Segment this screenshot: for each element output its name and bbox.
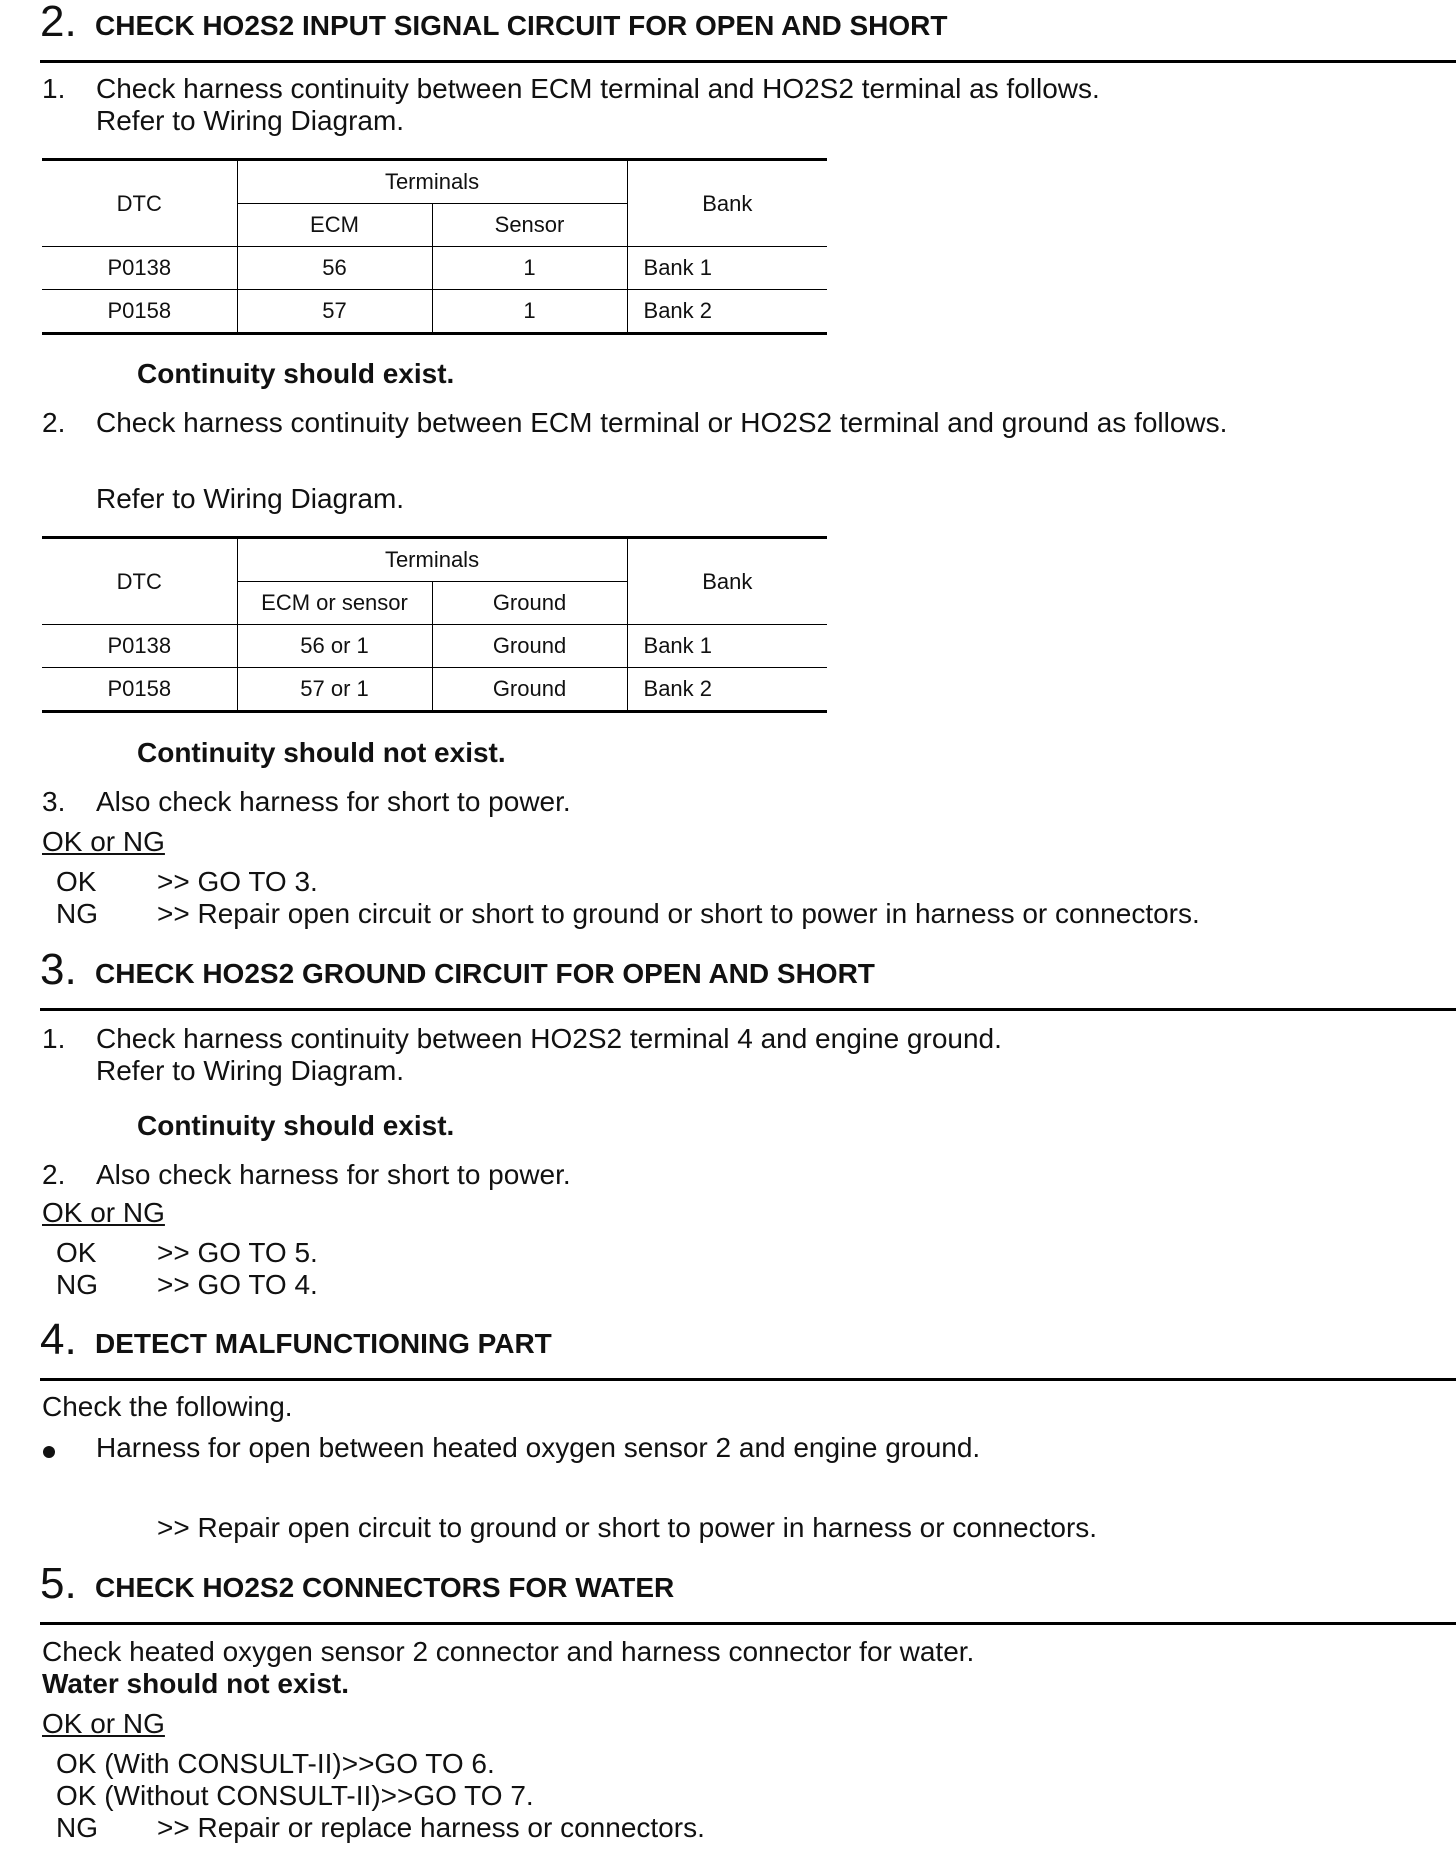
s3-step1-number: 1. bbox=[42, 1023, 66, 1054]
table2-header-ecm-or-sensor: ECM or sensor bbox=[237, 582, 432, 625]
table1-cell-dtc: P0158 bbox=[42, 290, 237, 334]
table-row bbox=[42, 290, 827, 334]
s5-ng-label: NG bbox=[56, 1812, 98, 1843]
continuity-table-2 bbox=[42, 536, 827, 713]
s3-ng-label: NG bbox=[56, 1269, 98, 1300]
table1-header-sensor: Sensor bbox=[432, 204, 627, 247]
s3-step2-number: 2. bbox=[42, 1159, 66, 1190]
s2-step3-number: 3. bbox=[42, 786, 66, 817]
s5-ng-action: >> Repair or replace harness or connectors. bbox=[157, 1812, 705, 1843]
s2-ok-label: OK bbox=[56, 866, 97, 897]
table1-header-bank: Bank bbox=[627, 160, 827, 247]
table2-header-terminals: Terminals bbox=[237, 538, 627, 582]
s4-intro: Check the following. bbox=[42, 1391, 293, 1422]
s4-bullet-text: Harness for open between heated oxygen sensor 2 and engine ground. bbox=[96, 1432, 981, 1463]
s2-note-continuity-not-exist: Continuity should not exist. bbox=[137, 737, 506, 768]
table2-header-dtc: DTC bbox=[42, 538, 237, 625]
table2-cell-dtc: P0158 bbox=[42, 668, 237, 712]
table1-cell-ecm: 56 bbox=[237, 247, 432, 290]
table1-cell-sensor: 1 bbox=[432, 247, 627, 290]
table1-cell-bank: Bank 2 bbox=[627, 290, 827, 334]
table1-header-ecm: ECM bbox=[237, 204, 432, 247]
table1-header-terminals: Terminals bbox=[237, 160, 627, 204]
table2-header-ground: Ground bbox=[432, 582, 627, 625]
section-5-title: CHECK HO2S2 CONNECTORS FOR WATER bbox=[95, 1572, 675, 1603]
s2-ng-label: NG bbox=[56, 898, 98, 929]
section-3-title: CHECK HO2S2 GROUND CIRCUIT FOR OPEN AND SHORT bbox=[95, 958, 875, 989]
section-2-title: CHECK HO2S2 INPUT SIGNAL CIRCUIT FOR OPEN AND SHORT bbox=[95, 10, 948, 41]
table1-cell-sensor: 1 bbox=[432, 290, 627, 334]
continuity-table-1 bbox=[42, 158, 827, 335]
table2-cell-ground: Ground bbox=[432, 625, 627, 668]
bullet-icon bbox=[43, 1446, 55, 1458]
s3-step1-text: Check harness continuity between HO2S2 terminal 4 and engine ground. bbox=[96, 1023, 1002, 1054]
s5-ok-or-ng: OK or NG bbox=[42, 1708, 165, 1739]
s4-action: >> Repair open circuit to ground or short to power in harness or connectors. bbox=[157, 1512, 1098, 1543]
table1-cell-ecm: 57 bbox=[237, 290, 432, 334]
section-4-header bbox=[40, 1315, 1456, 1381]
table2-cell-ground: Ground bbox=[432, 668, 627, 712]
s3-ng-action: >> GO TO 4. bbox=[157, 1269, 318, 1300]
table2-cell-terminal: 57 or 1 bbox=[237, 668, 432, 712]
s3-ok-action: >> GO TO 5. bbox=[157, 1237, 318, 1268]
s2-step2-text: Check harness continuity between ECM terminal or HO2S2 terminal and ground as follows. bbox=[96, 407, 1228, 438]
table2-cell-terminal: 56 or 1 bbox=[237, 625, 432, 668]
section-5-header bbox=[40, 1559, 1456, 1625]
s2-step1-reference: Refer to Wiring Diagram. bbox=[96, 105, 405, 136]
section-2-header bbox=[40, 0, 1456, 63]
s5-instruction: Check heated oxygen sensor 2 connector and harness connector for water. bbox=[42, 1636, 975, 1667]
s5-ok-without-consult: OK (Without CONSULT-II)>>GO TO 7. bbox=[56, 1780, 534, 1811]
s2-step3-text: Also check harness for short to power. bbox=[96, 786, 571, 817]
s2-step2-reference: Refer to Wiring Diagram. bbox=[96, 483, 405, 514]
section-4-title: DETECT MALFUNCTIONING PART bbox=[95, 1328, 552, 1359]
s3-ok-or-ng: OK or NG bbox=[42, 1197, 165, 1228]
s5-ok-with-consult: OK (With CONSULT-II)>>GO TO 6. bbox=[56, 1748, 495, 1779]
s2-step1-number: 1. bbox=[42, 73, 66, 104]
table1-cell-bank: Bank 1 bbox=[627, 247, 827, 290]
s3-step1-reference: Refer to Wiring Diagram. bbox=[96, 1055, 405, 1086]
section-4-number: 4. bbox=[40, 1315, 77, 1364]
section-3-number: 3. bbox=[40, 945, 77, 994]
table1-header-dtc: DTC bbox=[42, 160, 237, 247]
s3-step2-text: Also check harness for short to power. bbox=[96, 1159, 571, 1190]
s2-ok-or-ng: OK or NG bbox=[42, 826, 165, 857]
table2-header-bank: Bank bbox=[627, 538, 827, 625]
table-row bbox=[42, 625, 827, 668]
s3-note-continuity-exist: Continuity should exist. bbox=[137, 1110, 455, 1141]
section-3-header bbox=[40, 945, 1456, 1011]
s2-ok-action: >> GO TO 3. bbox=[157, 866, 318, 897]
section-5-number: 5. bbox=[40, 1559, 77, 1608]
table-row bbox=[42, 247, 827, 290]
s2-ng-action: >> Repair open circuit or short to ground or short to power in harness or connectors. bbox=[157, 898, 1200, 929]
table1-cell-dtc: P0138 bbox=[42, 247, 237, 290]
s2-step2-number: 2. bbox=[42, 407, 66, 438]
s5-note-water: Water should not exist. bbox=[42, 1668, 349, 1699]
s2-note-continuity-exist: Continuity should exist. bbox=[137, 358, 455, 389]
s2-step1-text: Check harness continuity between ECM terminal and HO2S2 terminal as follows. bbox=[96, 73, 1100, 104]
table2-cell-bank: Bank 2 bbox=[627, 668, 827, 712]
section-2-number: 2. bbox=[40, 0, 77, 46]
table-row bbox=[42, 668, 827, 712]
table2-cell-bank: Bank 1 bbox=[627, 625, 827, 668]
s3-ok-label: OK bbox=[56, 1237, 97, 1268]
table2-cell-dtc: P0138 bbox=[42, 625, 237, 668]
